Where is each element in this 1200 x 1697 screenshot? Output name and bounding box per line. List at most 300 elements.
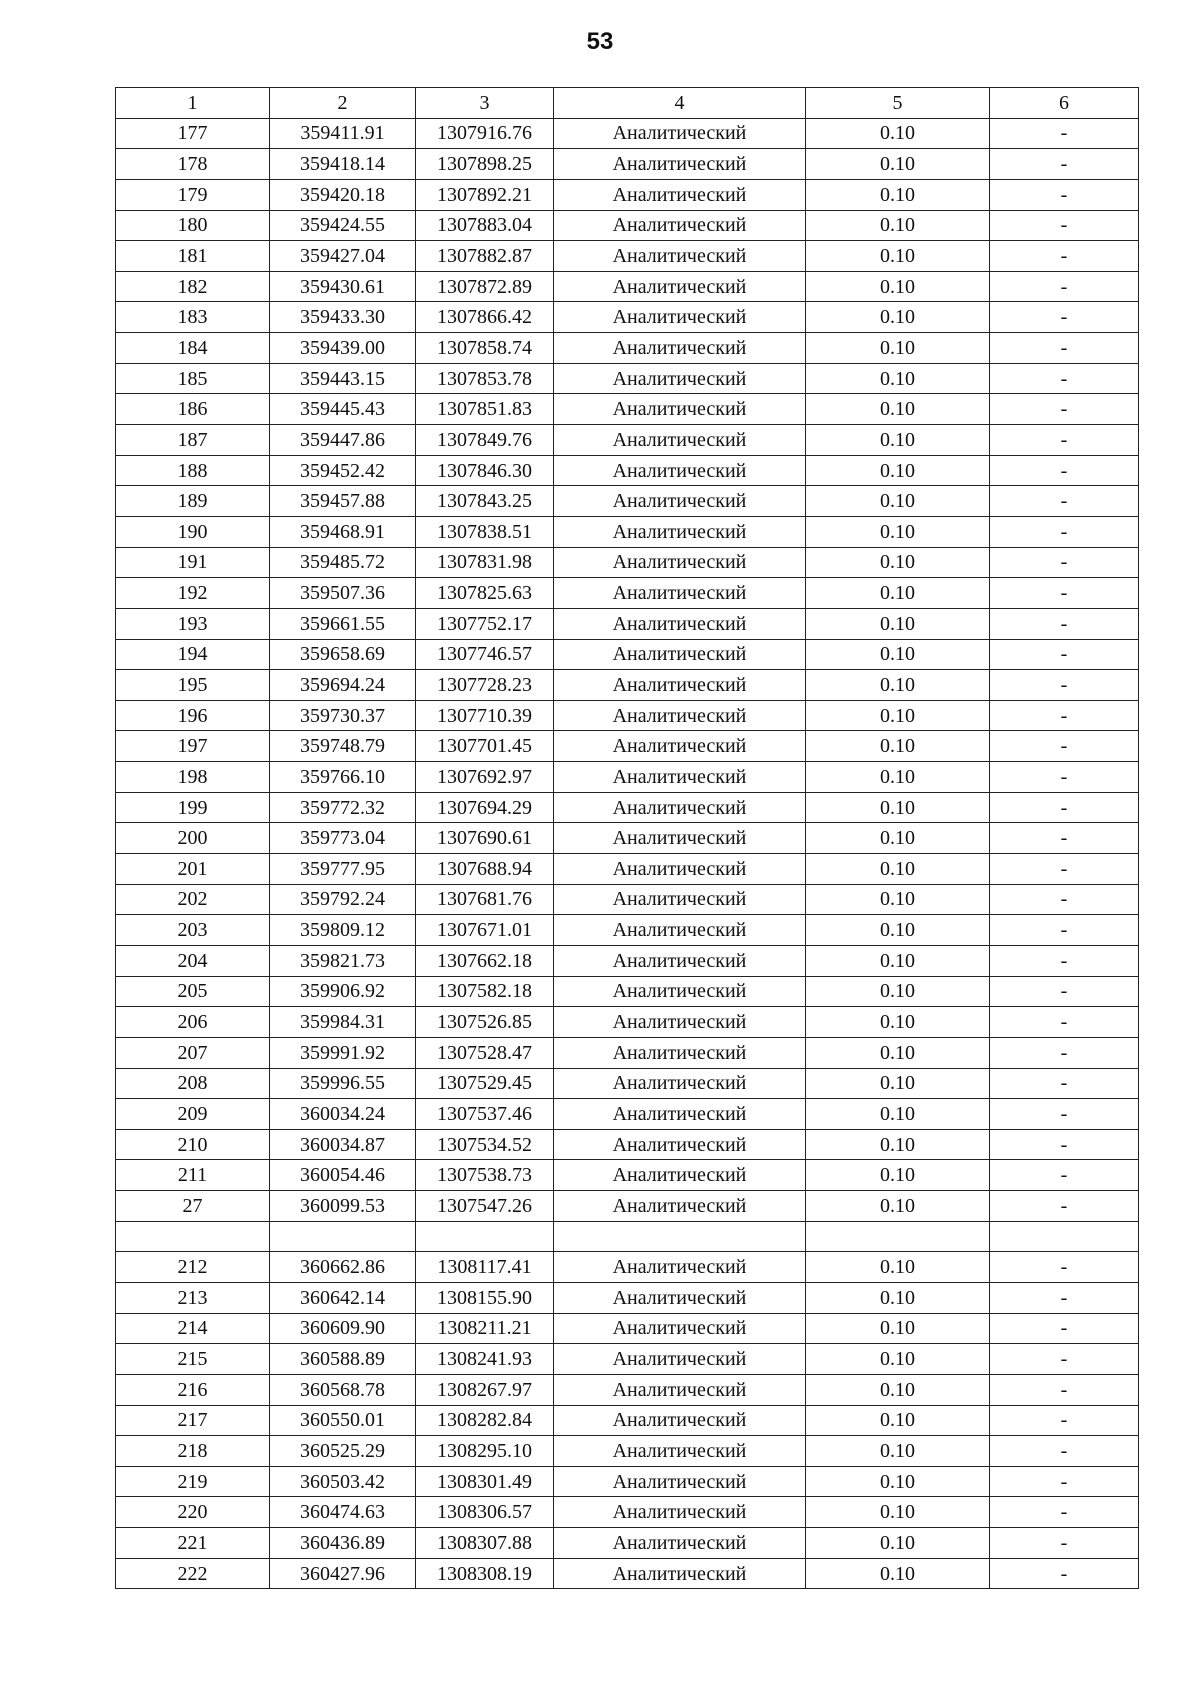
method-cell: Аналитический — [554, 915, 806, 946]
table-row — [116, 547, 1139, 578]
precision-cell: 0.10 — [806, 945, 990, 976]
point-number-cell: 194 — [116, 639, 270, 670]
point-number-cell — [116, 1221, 270, 1252]
y-coordinate-cell — [416, 1221, 554, 1252]
precision-cell: 0.10 — [806, 1558, 990, 1589]
y-coordinate-cell: 1307582.18 — [416, 976, 554, 1007]
note-cell: - — [990, 1160, 1139, 1191]
point-number-cell: 183 — [116, 302, 270, 333]
table-row — [116, 425, 1139, 456]
table-row — [116, 1313, 1139, 1344]
point-number-cell: 216 — [116, 1374, 270, 1405]
table-row — [116, 1068, 1139, 1099]
table-row — [116, 1344, 1139, 1375]
method-cell: Аналитический — [554, 516, 806, 547]
y-coordinate-cell: 1308307.88 — [416, 1528, 554, 1559]
precision-cell: 0.10 — [806, 1007, 990, 1038]
precision-cell: 0.10 — [806, 608, 990, 639]
point-number-cell: 200 — [116, 823, 270, 854]
point-number-cell: 177 — [116, 118, 270, 149]
table-row — [116, 670, 1139, 701]
precision-cell: 0.10 — [806, 639, 990, 670]
y-coordinate-cell: 1307547.26 — [416, 1191, 554, 1222]
precision-cell: 0.10 — [806, 486, 990, 517]
note-cell: - — [990, 1282, 1139, 1313]
table-row — [116, 1436, 1139, 1467]
precision-cell: 0.10 — [806, 792, 990, 823]
table-header-row — [116, 88, 1139, 119]
method-cell: Аналитический — [554, 455, 806, 486]
y-coordinate-cell: 1307866.42 — [416, 302, 554, 333]
precision-cell: 0.10 — [806, 884, 990, 915]
note-cell: - — [990, 179, 1139, 210]
precision-cell: 0.10 — [806, 425, 990, 456]
method-cell: Аналитический — [554, 639, 806, 670]
table-row — [116, 1007, 1139, 1038]
table-row — [116, 486, 1139, 517]
method-cell: Аналитический — [554, 1528, 806, 1559]
note-cell: - — [990, 302, 1139, 333]
note-cell: - — [990, 884, 1139, 915]
method-cell: Аналитический — [554, 1007, 806, 1038]
table-row — [116, 210, 1139, 241]
x-coordinate-cell: 359906.92 — [270, 976, 416, 1007]
precision-cell: 0.10 — [806, 210, 990, 241]
precision-cell: 0.10 — [806, 363, 990, 394]
y-coordinate-cell: 1308306.57 — [416, 1497, 554, 1528]
note-cell: - — [990, 486, 1139, 517]
y-coordinate-cell: 1307534.52 — [416, 1129, 554, 1160]
note-cell: - — [990, 915, 1139, 946]
note-cell: - — [990, 333, 1139, 364]
precision-cell: 0.10 — [806, 1374, 990, 1405]
point-number-cell: 222 — [116, 1558, 270, 1589]
x-coordinate-cell: 359772.32 — [270, 792, 416, 823]
x-coordinate-cell: 359766.10 — [270, 762, 416, 793]
method-cell: Аналитический — [554, 823, 806, 854]
precision-cell: 0.10 — [806, 1466, 990, 1497]
x-coordinate-cell: 360436.89 — [270, 1528, 416, 1559]
table-row — [116, 1160, 1139, 1191]
point-number-cell: 191 — [116, 547, 270, 578]
point-number-cell: 208 — [116, 1068, 270, 1099]
x-coordinate-cell: 360034.87 — [270, 1129, 416, 1160]
precision-cell: 0.10 — [806, 271, 990, 302]
method-cell: Аналитический — [554, 854, 806, 885]
note-cell: - — [990, 578, 1139, 609]
x-coordinate-cell: 359485.72 — [270, 547, 416, 578]
note-cell: - — [990, 210, 1139, 241]
precision-cell: 0.10 — [806, 854, 990, 885]
x-coordinate-cell: 359443.15 — [270, 363, 416, 394]
y-coordinate-cell: 1307537.46 — [416, 1099, 554, 1130]
method-cell: Аналитический — [554, 945, 806, 976]
note-cell: - — [990, 854, 1139, 885]
y-coordinate-cell: 1307526.85 — [416, 1007, 554, 1038]
method-cell: Аналитический — [554, 884, 806, 915]
y-coordinate-cell: 1308155.90 — [416, 1282, 554, 1313]
note-cell: - — [990, 241, 1139, 272]
x-coordinate-cell: 359420.18 — [270, 179, 416, 210]
x-coordinate-cell: 359439.00 — [270, 333, 416, 364]
note-cell: - — [990, 762, 1139, 793]
x-coordinate-cell: 360550.01 — [270, 1405, 416, 1436]
column-header-4: 4 — [554, 88, 806, 119]
note-cell: - — [990, 455, 1139, 486]
y-coordinate-cell: 1307846.30 — [416, 455, 554, 486]
note-cell: - — [990, 945, 1139, 976]
x-coordinate-cell: 359730.37 — [270, 700, 416, 731]
x-coordinate-cell: 359996.55 — [270, 1068, 416, 1099]
table-row — [116, 1129, 1139, 1160]
precision-cell: 0.10 — [806, 118, 990, 149]
point-number-cell: 182 — [116, 271, 270, 302]
y-coordinate-cell: 1307843.25 — [416, 486, 554, 517]
column-header-2: 2 — [270, 88, 416, 119]
method-cell: Аналитический — [554, 1344, 806, 1375]
precision-cell: 0.10 — [806, 179, 990, 210]
point-number-cell: 201 — [116, 854, 270, 885]
y-coordinate-cell: 1307681.76 — [416, 884, 554, 915]
note-cell: - — [990, 516, 1139, 547]
precision-cell: 0.10 — [806, 976, 990, 1007]
y-coordinate-cell: 1307831.98 — [416, 547, 554, 578]
precision-cell: 0.10 — [806, 670, 990, 701]
table-row — [116, 854, 1139, 885]
column-header-3: 3 — [416, 88, 554, 119]
table-row — [116, 271, 1139, 302]
table-row — [116, 241, 1139, 272]
point-number-cell: 195 — [116, 670, 270, 701]
point-number-cell: 210 — [116, 1129, 270, 1160]
method-cell: Аналитический — [554, 1282, 806, 1313]
table-row — [116, 118, 1139, 149]
method-cell: Аналитический — [554, 792, 806, 823]
x-coordinate-cell: 359773.04 — [270, 823, 416, 854]
precision-cell: 0.10 — [806, 1191, 990, 1222]
point-number-cell: 193 — [116, 608, 270, 639]
method-cell: Аналитический — [554, 1252, 806, 1283]
table-row — [116, 1037, 1139, 1068]
y-coordinate-cell: 1308301.49 — [416, 1466, 554, 1497]
table-row — [116, 731, 1139, 762]
point-number-cell: 204 — [116, 945, 270, 976]
page-number: 53 — [586, 28, 614, 55]
precision-cell: 0.10 — [806, 241, 990, 272]
precision-cell: 0.10 — [806, 823, 990, 854]
y-coordinate-cell: 1307872.89 — [416, 271, 554, 302]
y-coordinate-cell: 1307728.23 — [416, 670, 554, 701]
precision-cell: 0.10 — [806, 394, 990, 425]
point-number-cell: 207 — [116, 1037, 270, 1068]
point-number-cell: 217 — [116, 1405, 270, 1436]
point-number-cell: 202 — [116, 884, 270, 915]
x-coordinate-cell: 359821.73 — [270, 945, 416, 976]
table-row — [116, 363, 1139, 394]
method-cell: Аналитический — [554, 1405, 806, 1436]
x-coordinate-cell: 360099.53 — [270, 1191, 416, 1222]
y-coordinate-cell: 1307701.45 — [416, 731, 554, 762]
table-row — [116, 823, 1139, 854]
column-header-1: 1 — [116, 88, 270, 119]
note-cell: - — [990, 1528, 1139, 1559]
table-row — [116, 792, 1139, 823]
y-coordinate-cell: 1307898.25 — [416, 149, 554, 180]
precision-cell: 0.10 — [806, 578, 990, 609]
table-row — [116, 333, 1139, 364]
precision-cell: 0.10 — [806, 149, 990, 180]
y-coordinate-cell: 1307892.21 — [416, 179, 554, 210]
point-number-cell: 189 — [116, 486, 270, 517]
table-row — [116, 608, 1139, 639]
y-coordinate-cell: 1308211.21 — [416, 1313, 554, 1344]
note-cell: - — [990, 976, 1139, 1007]
table-row — [116, 1099, 1139, 1130]
table-row — [116, 976, 1139, 1007]
precision-cell: 0.10 — [806, 762, 990, 793]
x-coordinate-cell: 360609.90 — [270, 1313, 416, 1344]
precision-cell: 0.10 — [806, 1405, 990, 1436]
y-coordinate-cell: 1307694.29 — [416, 792, 554, 823]
point-number-cell: 184 — [116, 333, 270, 364]
precision-cell: 0.10 — [806, 1160, 990, 1191]
method-cell: Аналитический — [554, 394, 806, 425]
point-number-cell: 212 — [116, 1252, 270, 1283]
x-coordinate-cell: 359445.43 — [270, 394, 416, 425]
note-cell: - — [990, 547, 1139, 578]
x-coordinate-cell: 359457.88 — [270, 486, 416, 517]
note-cell: - — [990, 1068, 1139, 1099]
x-coordinate-cell: 360427.96 — [270, 1558, 416, 1589]
point-number-cell: 213 — [116, 1282, 270, 1313]
method-cell: Аналитический — [554, 1191, 806, 1222]
table-row — [116, 149, 1139, 180]
table-row — [116, 302, 1139, 333]
y-coordinate-cell: 1307916.76 — [416, 118, 554, 149]
note-cell: - — [990, 1191, 1139, 1222]
method-cell: Аналитический — [554, 1037, 806, 1068]
point-number-cell: 209 — [116, 1099, 270, 1130]
point-number-cell: 187 — [116, 425, 270, 456]
note-cell: - — [990, 1466, 1139, 1497]
method-cell: Аналитический — [554, 1313, 806, 1344]
table-row — [116, 884, 1139, 915]
precision-cell: 0.10 — [806, 333, 990, 364]
x-coordinate-cell: 360642.14 — [270, 1282, 416, 1313]
precision-cell: 0.10 — [806, 1313, 990, 1344]
precision-cell: 0.10 — [806, 915, 990, 946]
precision-cell — [806, 1221, 990, 1252]
table-row — [116, 455, 1139, 486]
x-coordinate-cell — [270, 1221, 416, 1252]
x-coordinate-cell: 359427.04 — [270, 241, 416, 272]
table-row — [116, 762, 1139, 793]
point-number-cell: 190 — [116, 516, 270, 547]
x-coordinate-cell: 360474.63 — [270, 1497, 416, 1528]
point-number-cell: 179 — [116, 179, 270, 210]
table-row — [116, 1497, 1139, 1528]
x-coordinate-cell: 359792.24 — [270, 884, 416, 915]
y-coordinate-cell: 1307671.01 — [416, 915, 554, 946]
method-cell — [554, 1221, 806, 1252]
point-number-cell: 178 — [116, 149, 270, 180]
method-cell: Аналитический — [554, 1497, 806, 1528]
method-cell: Аналитический — [554, 1436, 806, 1467]
note-cell: - — [990, 1129, 1139, 1160]
y-coordinate-cell: 1307690.61 — [416, 823, 554, 854]
point-number-cell: 27 — [116, 1191, 270, 1222]
point-number-cell: 211 — [116, 1160, 270, 1191]
point-number-cell: 186 — [116, 394, 270, 425]
y-coordinate-cell: 1308241.93 — [416, 1344, 554, 1375]
precision-cell: 0.10 — [806, 516, 990, 547]
point-number-cell: 198 — [116, 762, 270, 793]
point-number-cell: 215 — [116, 1344, 270, 1375]
precision-cell: 0.10 — [806, 455, 990, 486]
x-coordinate-cell: 359411.91 — [270, 118, 416, 149]
y-coordinate-cell: 1307825.63 — [416, 578, 554, 609]
note-cell: - — [990, 1099, 1139, 1130]
note-cell: - — [990, 639, 1139, 670]
table-row — [116, 578, 1139, 609]
note-cell: - — [990, 363, 1139, 394]
method-cell: Аналитический — [554, 1099, 806, 1130]
table-row — [116, 1466, 1139, 1497]
precision-cell: 0.10 — [806, 1497, 990, 1528]
method-cell: Аналитический — [554, 210, 806, 241]
x-coordinate-cell: 359447.86 — [270, 425, 416, 456]
point-number-cell: 197 — [116, 731, 270, 762]
column-header-6: 6 — [990, 88, 1139, 119]
note-cell: - — [990, 425, 1139, 456]
point-number-cell: 181 — [116, 241, 270, 272]
point-number-cell: 199 — [116, 792, 270, 823]
method-cell: Аналитический — [554, 486, 806, 517]
method-cell: Аналитический — [554, 976, 806, 1007]
column-header-5: 5 — [806, 88, 990, 119]
precision-cell: 0.10 — [806, 700, 990, 731]
y-coordinate-cell: 1307752.17 — [416, 608, 554, 639]
method-cell: Аналитический — [554, 149, 806, 180]
table-row — [116, 1221, 1139, 1252]
y-coordinate-cell: 1307528.47 — [416, 1037, 554, 1068]
precision-cell: 0.10 — [806, 1068, 990, 1099]
y-coordinate-cell: 1307688.94 — [416, 854, 554, 885]
table-row — [116, 1528, 1139, 1559]
note-cell: - — [990, 1436, 1139, 1467]
table-row — [116, 1374, 1139, 1405]
note-cell: - — [990, 1497, 1139, 1528]
table-row — [116, 179, 1139, 210]
x-coordinate-cell: 360588.89 — [270, 1344, 416, 1375]
x-coordinate-cell: 359809.12 — [270, 915, 416, 946]
point-number-cell: 188 — [116, 455, 270, 486]
y-coordinate-cell: 1307838.51 — [416, 516, 554, 547]
method-cell: Аналитический — [554, 363, 806, 394]
x-coordinate-cell: 360568.78 — [270, 1374, 416, 1405]
y-coordinate-cell: 1307710.39 — [416, 700, 554, 731]
table-row — [116, 1191, 1139, 1222]
point-number-cell: 220 — [116, 1497, 270, 1528]
table-row — [116, 915, 1139, 946]
note-cell: - — [990, 823, 1139, 854]
method-cell: Аналитический — [554, 1129, 806, 1160]
x-coordinate-cell: 359984.31 — [270, 1007, 416, 1038]
method-cell: Аналитический — [554, 179, 806, 210]
precision-cell: 0.10 — [806, 1282, 990, 1313]
table-row — [116, 945, 1139, 976]
y-coordinate-cell: 1307851.83 — [416, 394, 554, 425]
method-cell: Аналитический — [554, 1160, 806, 1191]
point-number-cell: 203 — [116, 915, 270, 946]
point-number-cell: 218 — [116, 1436, 270, 1467]
y-coordinate-cell: 1307858.74 — [416, 333, 554, 364]
point-number-cell: 206 — [116, 1007, 270, 1038]
precision-cell: 0.10 — [806, 731, 990, 762]
precision-cell: 0.10 — [806, 1099, 990, 1130]
point-number-cell: 192 — [116, 578, 270, 609]
y-coordinate-cell: 1308267.97 — [416, 1374, 554, 1405]
note-cell: - — [990, 149, 1139, 180]
y-coordinate-cell: 1307882.87 — [416, 241, 554, 272]
method-cell: Аналитический — [554, 578, 806, 609]
y-coordinate-cell: 1307662.18 — [416, 945, 554, 976]
precision-cell: 0.10 — [806, 547, 990, 578]
coordinates-table — [115, 87, 1139, 1589]
table-row — [116, 700, 1139, 731]
y-coordinate-cell: 1307883.04 — [416, 210, 554, 241]
x-coordinate-cell: 359661.55 — [270, 608, 416, 639]
table-row — [116, 516, 1139, 547]
point-number-cell: 219 — [116, 1466, 270, 1497]
note-cell: - — [990, 1405, 1139, 1436]
method-cell: Аналитический — [554, 1466, 806, 1497]
method-cell: Аналитический — [554, 241, 806, 272]
x-coordinate-cell: 359658.69 — [270, 639, 416, 670]
method-cell: Аналитический — [554, 608, 806, 639]
method-cell: Аналитический — [554, 1374, 806, 1405]
note-cell: - — [990, 394, 1139, 425]
y-coordinate-cell: 1308117.41 — [416, 1252, 554, 1283]
x-coordinate-cell: 359507.36 — [270, 578, 416, 609]
note-cell: - — [990, 118, 1139, 149]
y-coordinate-cell: 1308282.84 — [416, 1405, 554, 1436]
note-cell: - — [990, 1007, 1139, 1038]
precision-cell: 0.10 — [806, 1436, 990, 1467]
x-coordinate-cell: 360503.42 — [270, 1466, 416, 1497]
x-coordinate-cell: 359777.95 — [270, 854, 416, 885]
x-coordinate-cell: 359418.14 — [270, 149, 416, 180]
y-coordinate-cell: 1308295.10 — [416, 1436, 554, 1467]
method-cell: Аналитический — [554, 118, 806, 149]
y-coordinate-cell: 1307529.45 — [416, 1068, 554, 1099]
point-number-cell: 180 — [116, 210, 270, 241]
point-number-cell: 214 — [116, 1313, 270, 1344]
note-cell: - — [990, 1374, 1139, 1405]
x-coordinate-cell: 359430.61 — [270, 271, 416, 302]
note-cell: - — [990, 792, 1139, 823]
method-cell: Аналитический — [554, 1068, 806, 1099]
table-body — [116, 118, 1139, 1589]
method-cell: Аналитический — [554, 1558, 806, 1589]
method-cell: Аналитический — [554, 762, 806, 793]
table-row — [116, 639, 1139, 670]
note-cell: - — [990, 608, 1139, 639]
x-coordinate-cell: 359468.91 — [270, 516, 416, 547]
precision-cell: 0.10 — [806, 1252, 990, 1283]
x-coordinate-cell: 359748.79 — [270, 731, 416, 762]
note-cell: - — [990, 1252, 1139, 1283]
